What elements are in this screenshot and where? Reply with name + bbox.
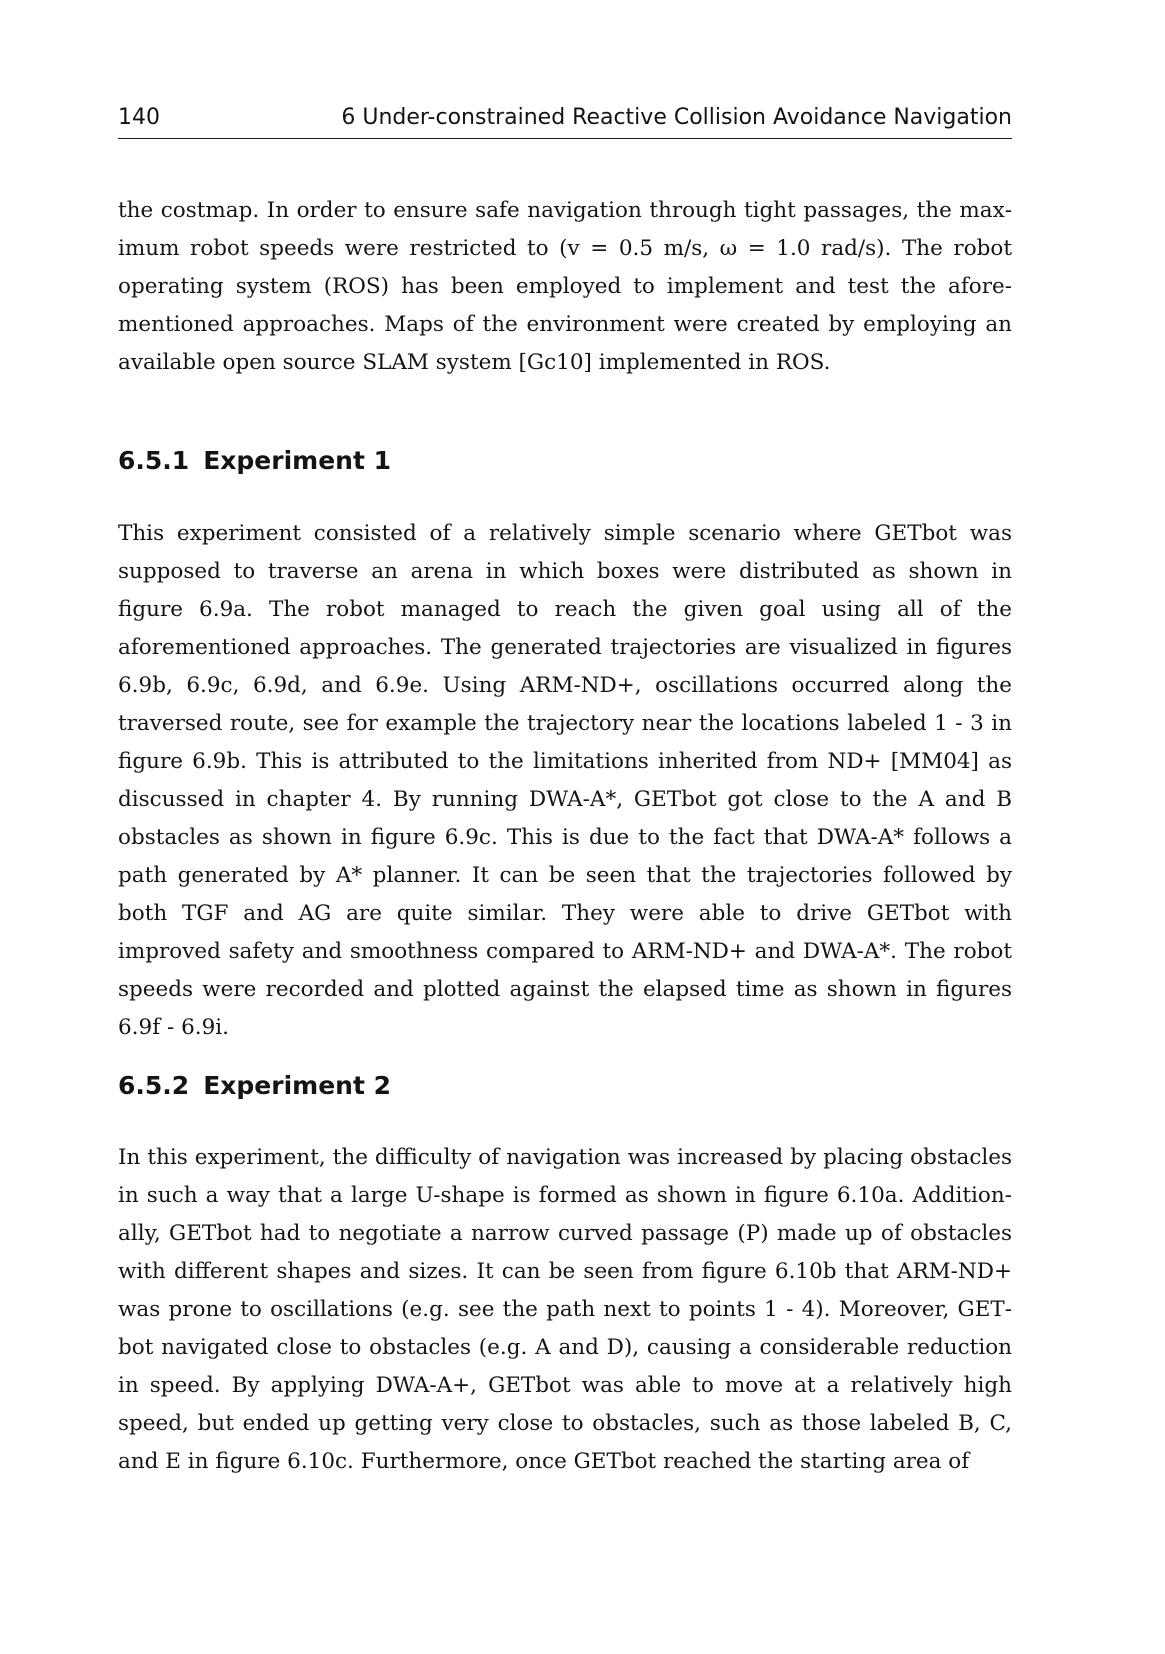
section-number: 6.5.2: [118, 1071, 190, 1100]
section-title: Experiment 2: [203, 1071, 391, 1100]
section-title: Experiment 1: [203, 446, 391, 475]
page-number: 140: [118, 105, 160, 130]
section-number: 6.5.1: [118, 446, 190, 475]
chapter-title: 6 Under-constrained Reactive Collision Avoidance Navigation: [341, 105, 1012, 130]
paragraph-experiment-1: This experiment consisted of a relatively simple scenario where GETbot was supposed to traverse an arena in which boxes were distributed as shown in figure 6.9a. The robot managed to reach the given goal using all of the aforementioned approaches. The generated trajectories are visualized in figures 6.9b, 6.9c, 6.9d, and 6.9e. Using ARM-ND+, oscillations occurred along the traversed route, see for example the trajectory near the locations labeled 1 - 3 in figure 6.9b. This is attributed to the limitations inherited from ND+ [MM04] as discussed in chapter 4. By running DWA-A*, GETbot got close to the A and B obstacles as shown in figure 6.9c. This is due to the fact that DWA-A* follows a path generated by A* planner. It can be seen that the trajectories followed by both TGF and AG are quite similar. They were able to drive GETbot with improved safety and smoothness compared to ARM-ND+ and DWA-A*. The robot speeds were recorded and plotted against the elapsed time as shown in figures 6.9f - 6.9i.: [118, 521, 1012, 1040]
running-header: [118, 98, 1012, 139]
section-heading-experiment-1: [118, 444, 391, 478]
paragraph-experiment-2: In this experiment, the difficulty of navigation was increased by placing obstacles in such a way that a large U-shape is formed as shown in figure 6.10a. Additionally, GETbot had to negotiate a narrow curved passage (P) made up of obstacles with different shapes and sizes. It can be seen from figure 6.10b that ARM-ND+ was prone to oscillations (e.g. see the path next to points 1 - 4). Moreover, GETbot navigated close to obstacles (e.g. A and D), causing a considerable reduction in speed. By applying DWA-A+, GETbot was able to move at a relatively high speed, but ended up getting very close to obstacles, such as those labeled B, C, and E in figure 6.10c. Furthermore, once GETbot reached the starting area of: [118, 1145, 1012, 1474]
section-heading-experiment-2: [118, 1069, 391, 1103]
paragraph-intro: the costmap. In order to ensure safe navigation through tight passages, the maximum robot speeds were restricted to (v = 0.5 m/s, ω = 1.0 rad/s). The robot operating system (ROS) has been employed to implement and test the aforementioned approaches. Maps of the environment were created by employing an available open source SLAM system [Gc10] implemented in ROS.: [118, 198, 1012, 375]
